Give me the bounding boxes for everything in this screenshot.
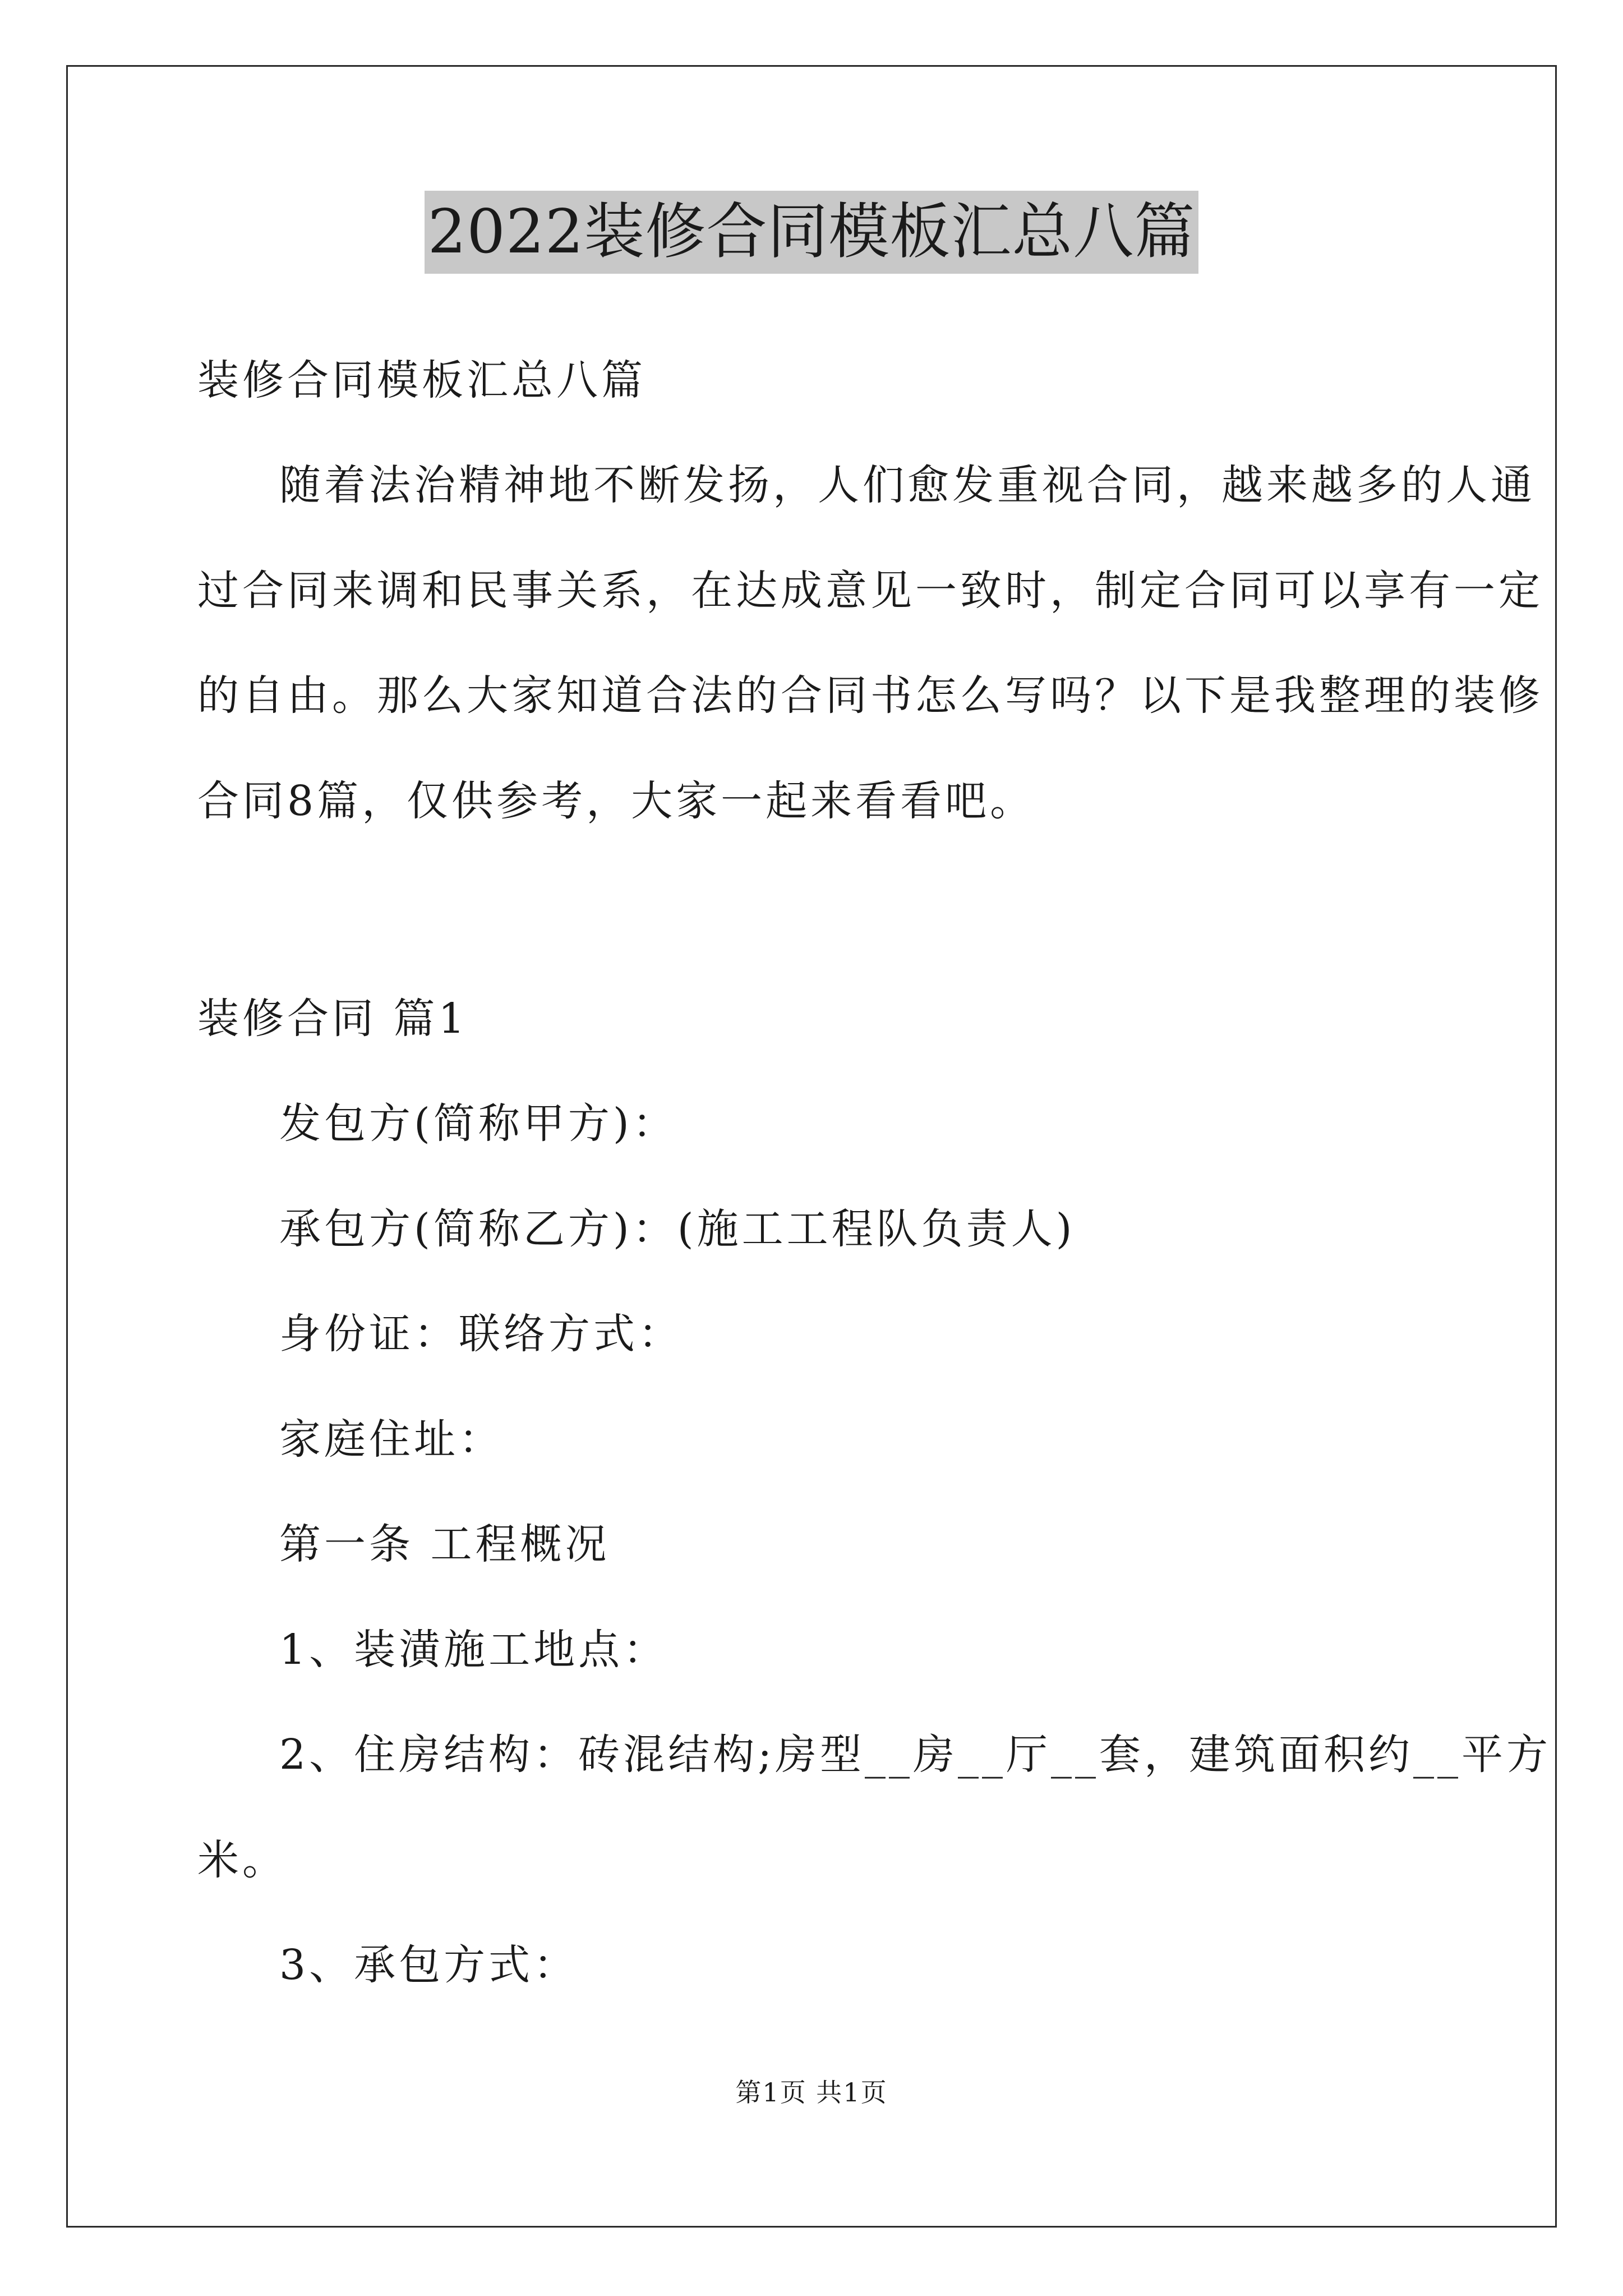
body-line: 第一条 工程概况	[279, 1520, 610, 1568]
document-title: 2022装修合同模板汇总八篇	[425, 191, 1199, 274]
body-line: 身份证：联络方式：	[279, 1310, 683, 1358]
body-line: 家庭住址：	[279, 1415, 504, 1464]
intro-line: 合同8篇，仅供参考，大家一起来看看吧。	[197, 777, 1035, 825]
document-subtitle: 装修合同模板汇总八篇	[197, 356, 646, 404]
section-heading: 装修合同 篇1	[197, 995, 468, 1043]
intro-line: 随着法治精神地不断发扬，人们愈发重视合同，越来越多的人通	[279, 461, 1536, 509]
body-line: 2、住房结构：砖混结构;房型__房__厅__套，建筑面积约__平方	[279, 1731, 1552, 1779]
body-line: 发包方(简称甲方)：	[279, 1099, 677, 1148]
document-title-container	[0, 191, 1623, 274]
body-line: 米。	[197, 1836, 287, 1884]
page-number: 第1页 共1页	[735, 2077, 888, 2108]
body-line: 3、承包方式：	[279, 1941, 579, 1989]
body-line: 1、装潢施工地点：	[279, 1626, 668, 1674]
intro-line: 的自由。那么大家知道合法的合同书怎么写吗？以下是我整理的装修	[197, 671, 1543, 720]
body-line: 承包方(简称乙方)：(施工工程队负责人)	[279, 1205, 1076, 1253]
intro-line: 过合同来调和民事关系，在达成意见一致时，制定合同可以享有一定	[197, 567, 1543, 615]
